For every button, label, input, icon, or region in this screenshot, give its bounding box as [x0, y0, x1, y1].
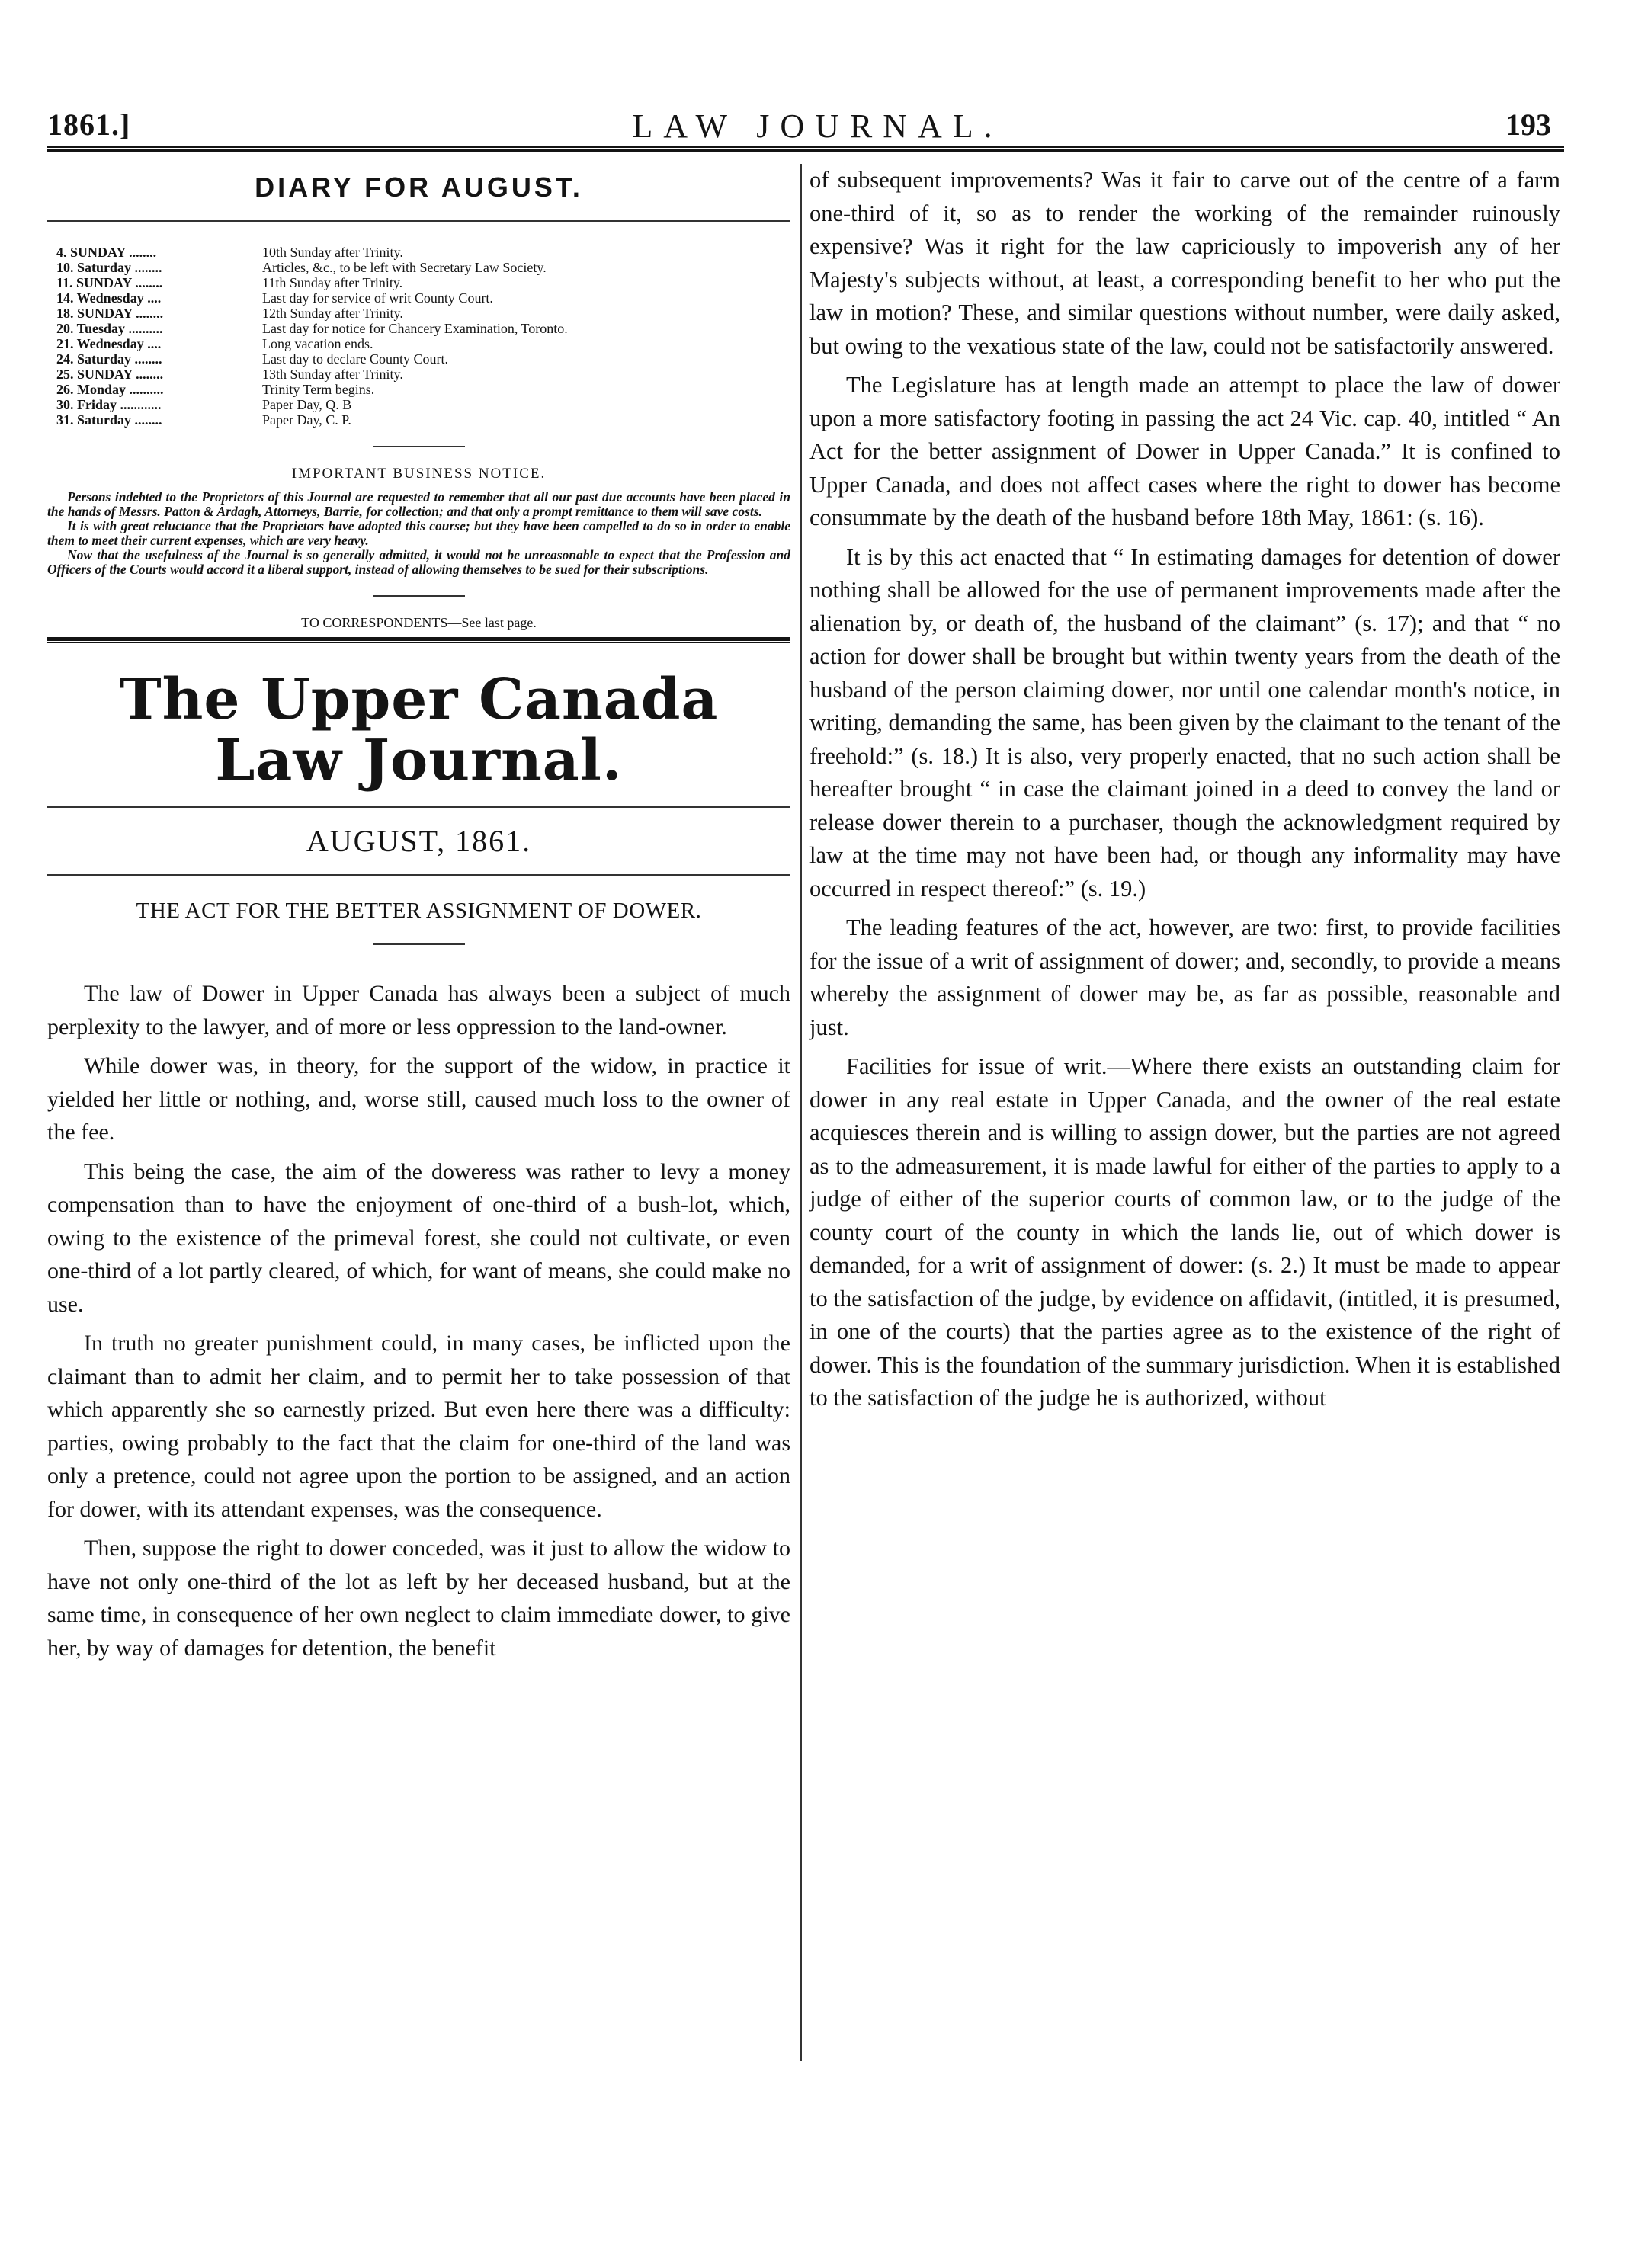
diary-event: 12th Sunday after Trinity.: [262, 306, 403, 321]
diary-event: Last day for service of writ County Court.: [262, 290, 493, 306]
diary-event: Last day for notice for Chancery Examination, Toronto.: [262, 321, 568, 336]
article-paragraph: While dower was, in theory, for the support of the widow, in practice it yielded her little or nothing, and, worse still, caused much loss to the owner of the fee.: [47, 1053, 790, 1145]
diary-entry: [56, 412, 790, 428]
page-number: 193: [1505, 107, 1551, 142]
correspondents-note: TO CORRESPONDENTS—See last page.: [301, 615, 537, 630]
masthead-title: The Upper Canada Law Journal.: [119, 667, 719, 793]
diary-day: 4. SUNDAY ........: [56, 245, 157, 260]
section-rule: [373, 595, 465, 597]
diary-day: 31. Saturday ........: [56, 412, 162, 428]
diary-event: 11th Sunday after Trinity.: [262, 275, 403, 290]
notice-paragraph: It is with great reluctance that the Proprietors have adopted this course; but they have been compelled to do so in order to enable them to meet their current expenses, which are very heavy.: [47, 518, 790, 548]
diary-entry: [56, 321, 790, 336]
masthead-rule: [47, 637, 790, 643]
diary-event: Paper Day, C. P.: [262, 412, 351, 428]
diary-entry: [56, 290, 790, 306]
page-header-year: 1861.]: [47, 107, 131, 142]
running-title: LAW JOURNAL.: [632, 107, 1003, 145]
diary-day: 11. SUNDAY ........: [56, 275, 163, 290]
section-rule: [373, 446, 465, 447]
article-paragraph: This being the case, the aim of the doweress was rather to levy a money compensation than to have the enjoyment of one-third of a bush-lot, which, owing to the existence of the primeval forest, she could not cultivate, or even one-third of a lot partly cleared, of which, for want of means, she could make no use.: [47, 1158, 790, 1317]
diary-entry: [56, 397, 790, 412]
diary-entry: [56, 382, 790, 397]
article-body-right: [809, 164, 1560, 1415]
article-paragraph: of subsequent improvements? Was it fair to carve out of the centre of a farm one-third of it, so as to render the working of the remainder ruinously expensive? Was it right for the law capriciously to impoverish any of her Majesty's subjects without, at least, a corresponding benefit to her who put the law in motion? These, and similar questions without number, were daily asked, but owing to the vexatious state of the law, could not be satisfactorily answered.: [809, 167, 1560, 359]
issue-date: AUGUST, 1861.: [306, 824, 532, 858]
diary-event: Articles, &c., to be left with Secretary Law Society.: [262, 260, 547, 275]
diary-event: Long vacation ends.: [262, 336, 373, 351]
diary-event: 10th Sunday after Trinity.: [262, 245, 403, 260]
diary-event: Paper Day, Q. B: [262, 397, 352, 412]
diary-rule: [47, 220, 790, 222]
article-paragraph: The leading features of the act, however, are two: first, to provide facilities for the issue of a writ of assignment of dower; and, secondly, to provide a means whereby the assignment of dower may be, as far as possible, reasonable and just.: [809, 915, 1560, 1040]
notice-paragraph: Persons indebted to the Proprietors of this Journal are requested to remember that all our past due accounts have been placed in the hands of Messrs. Patton & Ardagh, Attorneys, Barrie, for collection; and that only a prompt remittance to them will save costs.: [47, 489, 790, 519]
article-paragraph: In truth no greater punishment could, in many cases, be inflicted upon the claimant than to admit her claim, and to permit her to take possession of that which apparently she so earnestly prized. But even here there was a difficulty: parties, owing probably to the fact that the claim for one-third of the land was only a pretence, could not agree upon the portion to be assigned, and an action for dower, with its attendant expenses, was the consequence.: [47, 1331, 790, 1522]
diary-event: 13th Sunday after Trinity.: [262, 367, 403, 382]
masthead-rule-bottom: [47, 806, 790, 808]
article-paragraph: Then, suppose the right to dower conceded, was it just to allow the widow to have not only one-third of the lot as left by her deceased husband, but at the same time, in consequence of her own neglect to claim immediate dower, to give her, by way of damages for detention, the benefit: [47, 1536, 790, 1661]
header-rule-thin: [47, 151, 1564, 152]
diary-day: 30. Friday ............: [56, 397, 162, 412]
notice-paragraph: Now that the usefulness of the Journal is so generally admitted, it would not be unreasonable to expect that the Profession and Officers of the Courts would accord it a liberal support, instead of allowing themselves to be sued for their subscriptions.: [47, 547, 790, 577]
article-paragraph: Facilities for issue of writ.—Where there exists an outstanding claim for dower in any real estate in Upper Canada, and the owner of the real estate acquiesces therein and is willing to assign dower, but the parties are not agreed as to the admeasurement, it is made lawful for either of the parties to apply to a judge of either of the superior courts of common law, or to the judge of the county court of the county in which the lands lie, out of which dower is demanded, for a writ of assignment of dower: (s. 2.) It must be made to appear to the satisfaction of the judge, by evidence on affidavit, (intitled, it is presumed, in one of the courts) that the parties agree as to the existence of the right of dower. This is the foundation of the summary jurisdiction. When it is established to the satisfaction of the judge he is authorized, without: [809, 1053, 1560, 1411]
diary-day: 14. Wednesday ....: [56, 290, 162, 306]
diary-event: Last day to declare County Court.: [262, 351, 448, 367]
notice-heading: IMPORTANT BUSINESS NOTICE.: [291, 466, 547, 482]
article-title: THE ACT FOR THE BETTER ASSIGNMENT OF DOWER.: [136, 899, 702, 923]
diary-event: Trinity Term begins.: [262, 382, 375, 397]
diary-entry: [56, 260, 790, 275]
diary-list: [56, 245, 790, 428]
diary-day: 26. Monday ..........: [56, 382, 164, 397]
diary-entry: [56, 245, 790, 260]
diary-entry: [56, 367, 790, 382]
diary-title: DIARY FOR AUGUST.: [255, 171, 583, 203]
diary-entry: [56, 275, 790, 290]
diary-day: 25. SUNDAY ........: [56, 367, 164, 382]
diary-day: 24. Saturday ........: [56, 351, 162, 367]
diary-day: 18. SUNDAY ........: [56, 306, 164, 321]
right-column: [809, 164, 1560, 1415]
diary-entry: [56, 306, 790, 321]
article-paragraph: The law of Dower in Upper Canada has always been a subject of much perplexity to the lawyer, and of more or less oppression to the land-owner.: [47, 981, 790, 1040]
diary-day: 21. Wednesday ....: [56, 336, 162, 351]
left-column: [47, 164, 790, 1664]
column-divider: [800, 164, 802, 2061]
article-paragraph: The Legislature has at length made an attempt to place the law of dower upon a more satisfactory footing in passing the act 24 Vic. cap. 40, intitled “ An Act for the better assignment of Dower in Upper Canada.” It is confined to Upper Canada, and does not affect cases where the right to dower has become consummate by the death of the husband before 18th May, 1861: (s. 16).: [809, 372, 1560, 530]
diary-day: 10. Saturday ........: [56, 260, 162, 275]
article-paragraph: It is by this act enacted that “ In estimating damages for detention of dower nothing shall be allowed for the use of permanent improvements made after the alienation by, or death of, the husband of the claimant” (s. 17); and that “ no action for dower shall be brought but within twenty years from the death of the husband of the person claiming dower, nor until one calendar month's notice, in writing, demanding the same, has been given by the claimant to the tenant of the freehold:” (s. 18.) It is also, very properly enacted, that no such action shall be hereafter brought “ in case the claimant joined in a deed to convey the land or release dower therein to a purchaser, though the acknowledgment required by law at the time may not have been had, or though any informality may have occurred in respect thereof:” (s. 19.): [809, 543, 1560, 902]
diary-day: 20. Tuesday ..........: [56, 321, 163, 336]
title-rule: [373, 943, 465, 945]
article-body-left: [47, 977, 790, 1664]
diary-entry: [56, 336, 790, 351]
diary-entry: [56, 351, 790, 367]
date-rule: [47, 874, 790, 876]
business-notice: [47, 466, 790, 577]
